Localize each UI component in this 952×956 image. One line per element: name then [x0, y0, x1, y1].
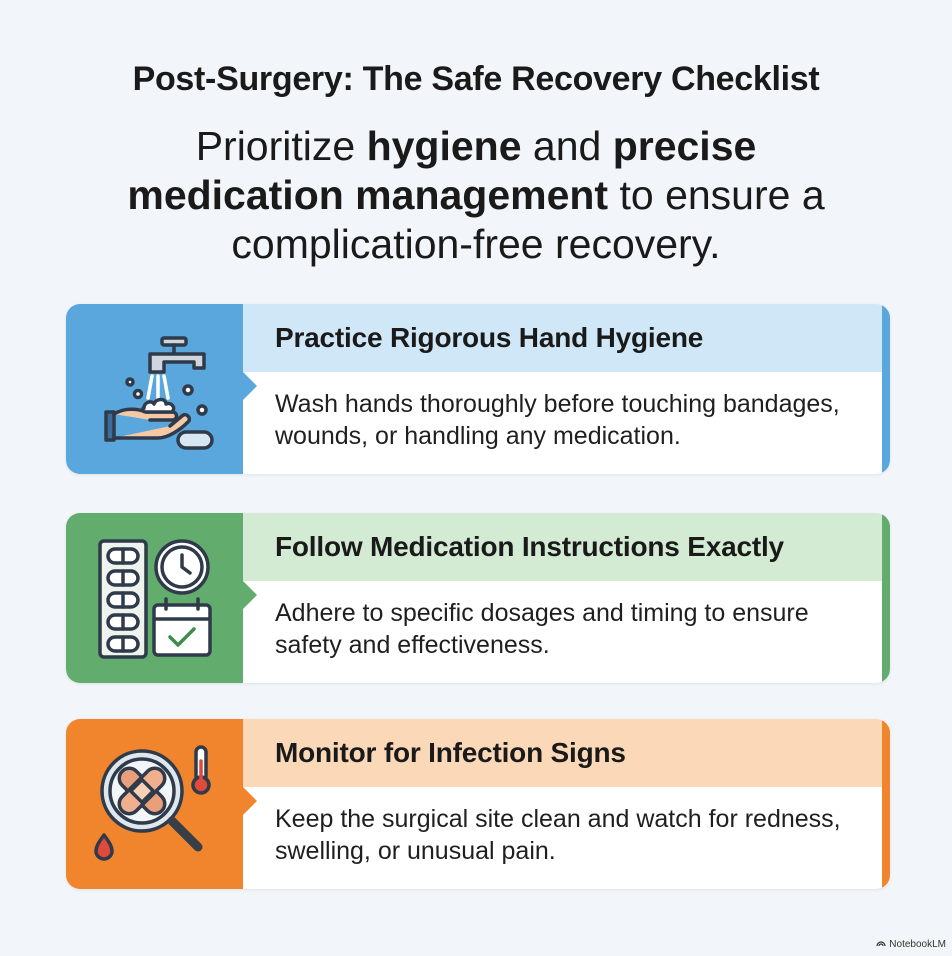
infection-monitor-icon: [90, 739, 220, 869]
card-heading: Follow Medication Instructions Exactly: [243, 513, 890, 581]
page-subtitle: [90, 122, 862, 269]
subtitle-bold-hygiene: hygiene: [366, 123, 522, 169]
checklist-card-hand-hygiene: [66, 304, 890, 474]
card-edge: [882, 304, 890, 474]
subtitle-bold-medication: precise medication management: [127, 123, 757, 218]
card-heading: Practice Rigorous Hand Hygiene: [243, 304, 890, 372]
card-notch: [243, 372, 257, 400]
watermark: [876, 939, 946, 950]
card-icon-panel: [66, 719, 243, 889]
card-description: Adhere to specific dosages and timing to ensure safety and effectiveness.: [275, 599, 809, 659]
medication-schedule-icon: [90, 533, 220, 663]
card-description: Wash hands thoroughly before touching bandages, wounds, or handling any medication.: [275, 390, 840, 450]
checklist-card-infection: [66, 719, 890, 889]
subtitle-part3: to ensure a complication-free recovery.: [231, 172, 825, 267]
card-edge: [882, 513, 890, 683]
card-edge: [882, 719, 890, 889]
subtitle-part1: Prioritize: [195, 123, 367, 169]
card-icon-panel: [66, 304, 243, 474]
card-description: Keep the surgical site clean and watch for redness, swelling, or unusual pain.: [275, 805, 841, 865]
notebooklm-logo-icon: [876, 939, 886, 950]
page-title: Post-Surgery: The Safe Recovery Checklist: [132, 60, 820, 98]
checklist-card-medication: [66, 513, 890, 683]
subtitle-part2: and: [521, 123, 613, 169]
card-notch: [243, 787, 257, 815]
card-notch: [243, 581, 257, 609]
card-icon-panel: [66, 513, 243, 683]
hand-washing-icon: [90, 324, 220, 454]
card-heading: Monitor for Infection Signs: [243, 719, 890, 787]
watermark-text: NotebookLM: [889, 939, 946, 950]
